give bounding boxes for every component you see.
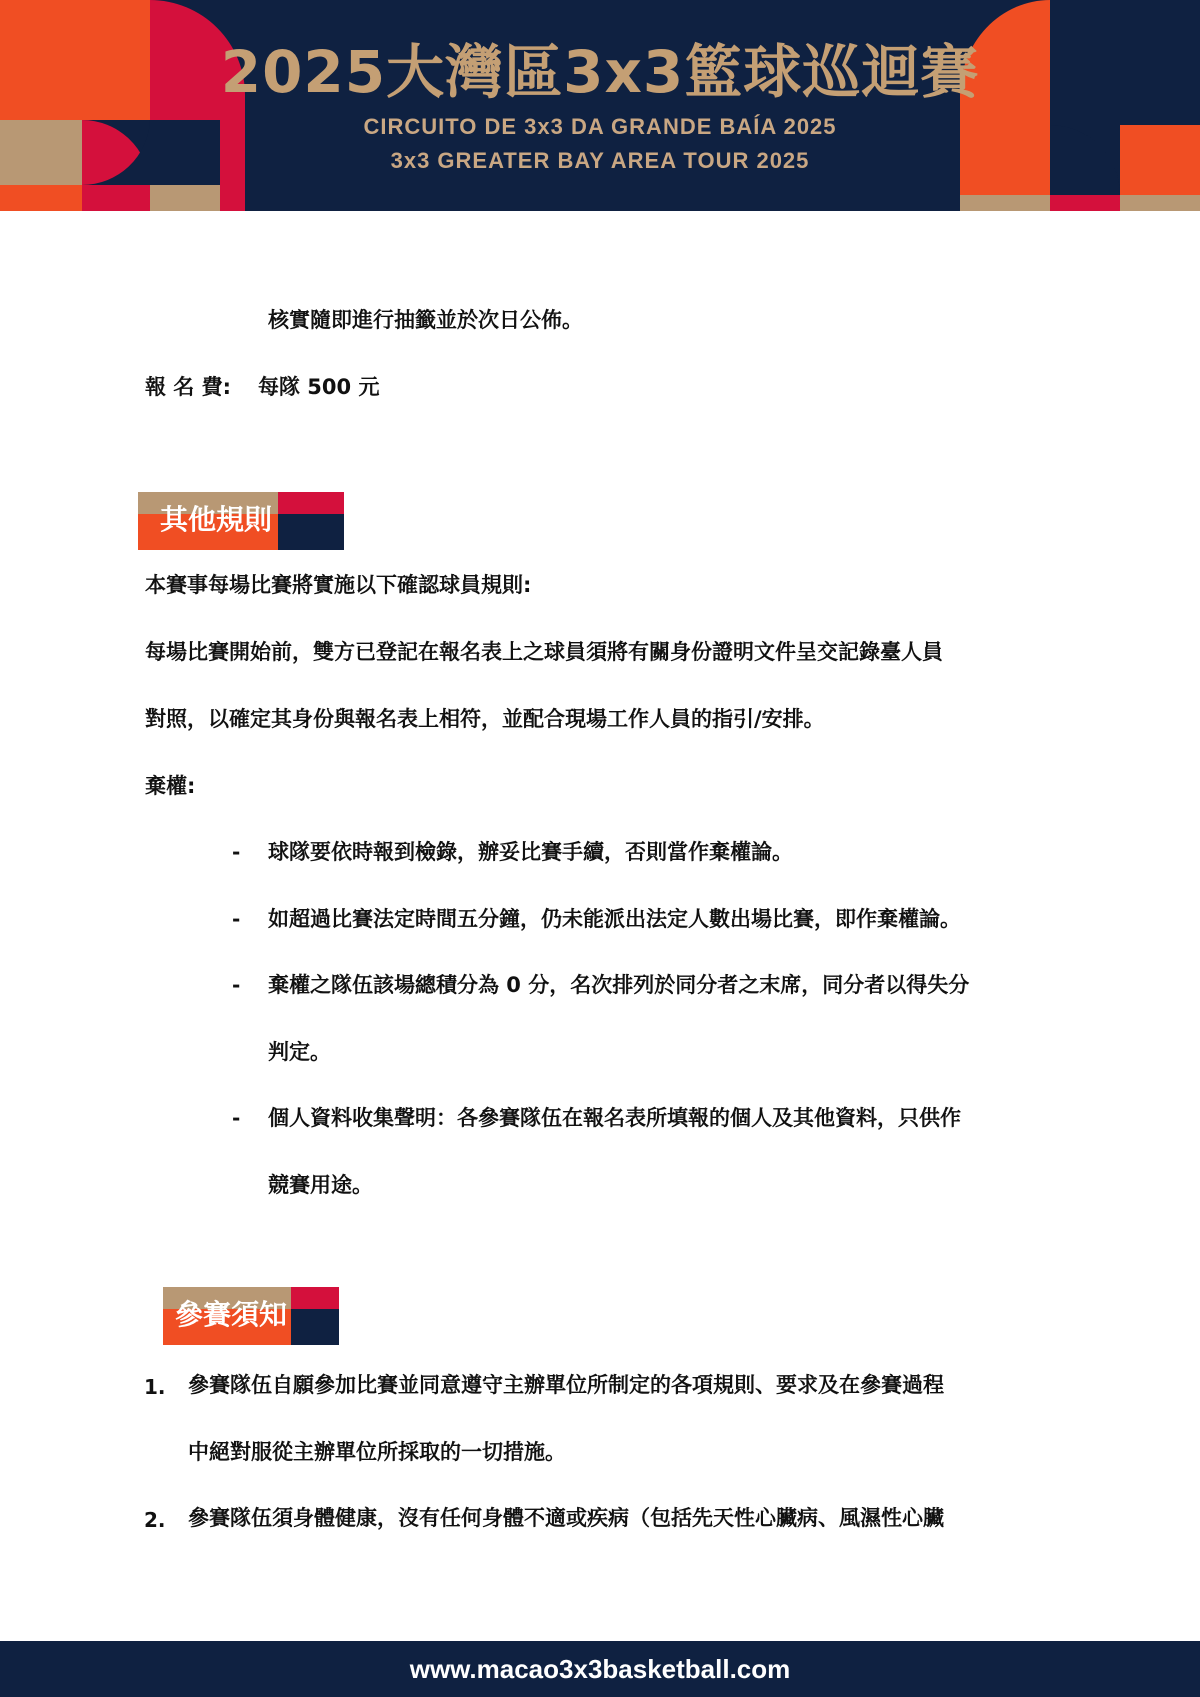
forfeit-label: 棄權: — [145, 774, 196, 798]
notice-item-number: 2. — [144, 1508, 166, 1532]
website-url-link[interactable]: www.macao3x3basketball.com — [409, 1654, 791, 1684]
rules-intro: 本賽事每場比賽將實施以下確認球員規則: — [145, 573, 532, 597]
bullet-marker: - — [232, 1106, 241, 1130]
draw-announcement-line: 核實隨即進行抽籤並於次日公佈。 — [268, 308, 583, 332]
section-heading-notice — [153, 1287, 339, 1345]
footer-bar — [0, 1641, 1200, 1697]
notice-item-number: 1. — [144, 1375, 166, 1399]
bullet-marker: - — [232, 973, 241, 997]
notice-item-2-line-1: 參賽隊伍須身體健康，沒有任何身體不適或疾病（包括先天性心臟病、風濕性心臟 — [188, 1506, 944, 1530]
event-subtitle-portuguese: CIRCUITO DE 3x3 DA GRANDE BAÍA 2025 — [363, 114, 837, 139]
header-banner — [0, 0, 1200, 211]
section-title: 參賽須知 — [175, 1298, 288, 1331]
notice-item-1-line-1: 參賽隊伍自願參加比賽並同意遵守主辦單位所制定的各項規則、要求及在參賽過程 — [188, 1373, 944, 1397]
section-heading-other-rules — [138, 492, 344, 550]
forfeit-bullet-2: 如超過比賽法定時間五分鐘，仍未能派出法定人數出場比賽，即作棄權論。 — [268, 907, 961, 931]
rules-paragraph-line-2: 對照，以確定其身份與報名表上相符，並配合現場工作人員的指引/安排。 — [145, 707, 825, 731]
forfeit-bullet-1: 球隊要依時報到檢錄，辦妥比賽手續，否則當作棄權論。 — [268, 840, 793, 864]
event-title: 2025大灣區3x3籃球巡迴賽 — [220, 38, 980, 106]
rules-paragraph-line-1: 每場比賽開始前，雙方已登記在報名表上之球員須將有關身份證明文件呈交記錄臺人員 — [145, 640, 943, 664]
forfeit-bullet-4-line-1: 個人資料收集聲明：各參賽隊伍在報名表所填報的個人及其他資料，只供作 — [268, 1106, 961, 1130]
bullet-marker: - — [232, 907, 241, 931]
fee-value: 每隊 500 元 — [258, 375, 380, 399]
fee-label: 報 名 費: — [145, 375, 232, 399]
forfeit-bullet-3-line-2: 判定。 — [268, 1040, 331, 1064]
forfeit-bullet-4-line-2: 競賽用途。 — [268, 1173, 373, 1197]
section-title: 其他規則 — [160, 503, 273, 536]
notice-item-1-line-2: 中絕對服從主辦單位所採取的一切措施。 — [188, 1440, 566, 1464]
event-subtitle-english: 3x3 GREATER BAY AREA TOUR 2025 — [390, 148, 810, 173]
forfeit-bullet-3-line-1: 棄權之隊伍該場總積分為 0 分，名次排列於同分者之末席，同分者以得失分 — [268, 973, 970, 997]
bullet-marker: - — [232, 840, 241, 864]
